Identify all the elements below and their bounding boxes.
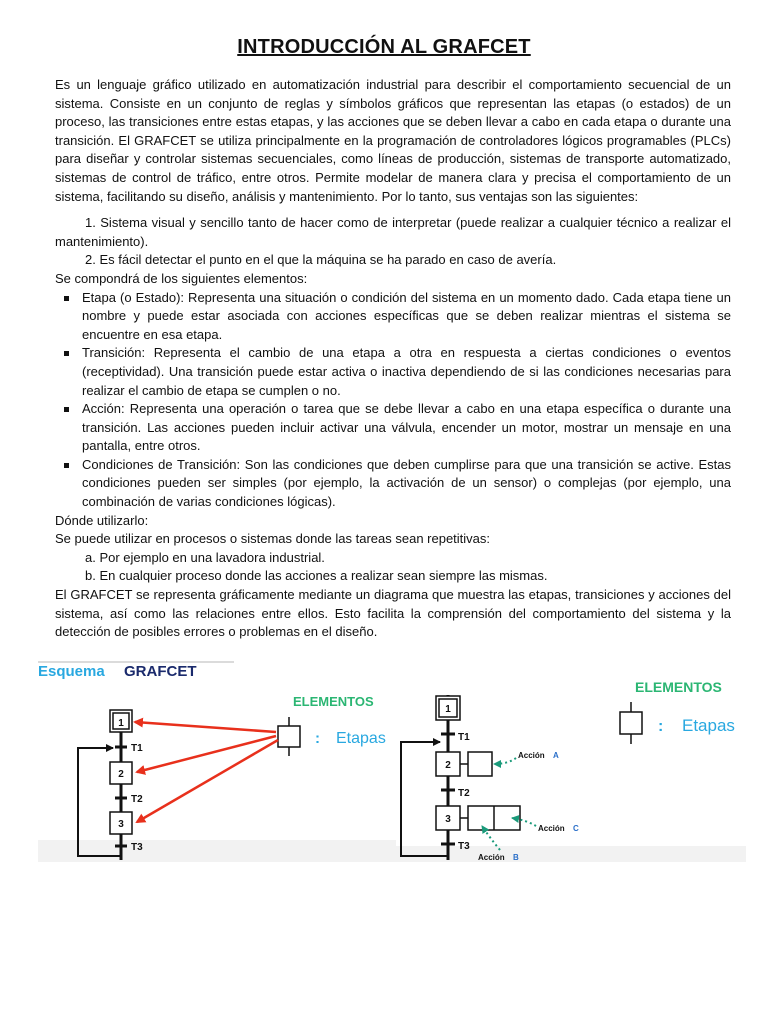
left-panel — [38, 660, 396, 862]
element-item-accion: Acción: Representa una operación o tarea que se debe llevar a cabo en una etapa específica o durante una transición. Las acciones pueden incluir activar una válvula, encender un motor, mostrar un mensaje en una pantalla, entre otros. — [55, 400, 731, 456]
elements-label-right: ELEMENTOS — [635, 679, 722, 695]
transition-label-2: T2 — [131, 794, 143, 805]
accion-c-letter: C — [573, 824, 579, 833]
where-title: Dónde utilizarlo: — [55, 512, 149, 528]
transition-label-1: T1 — [131, 743, 143, 754]
step-label-1: 1 — [118, 718, 124, 729]
step-label-2-right: 2 — [445, 760, 451, 771]
closing-paragraph: El GRAFCET se representa gráficamente mediante un diagrama que muestra las etapas, transiciones y acciones del sistema, así como las relaciones entre ellos. Esto facilita la comprensión del comportamiento del sistema y la detección de posibles errores o problemas en el diseño. — [55, 587, 731, 640]
element-item-condiciones: Condiciones de Transición: Son las condiciones que deben cumplirse para que una transición se active. Estas condiciones pueden ser simples (por ejemplo, la activación de un sensor) o complejas (por ejemplo, una combinación de varias condiciones lógicas). — [55, 456, 731, 512]
transition-label-3: T3 — [131, 842, 143, 853]
intro-paragraph: Es un lenguaje gráfico utilizado en automatización industrial para describir el comportamiento secuencial de un sistema. Consiste en un conjunto de reglas y símbolos gráficos que representan las etapas (o estados) de un proceso, las transiciones entre estas etapas, y las acciones que se deben llevar a cabo en cada etapa o durante una transición. El GRAFCET se utiliza principalmente en la programación de controladores lógicos programables (PLCs) para diseñar y controlar sistemas secuenciales, como líneas de producción, sistemas de transporte automatizado, sistemas de control de tráfico, entre otros. Permite modelar de manera clara y precisa el comportamiento de un sistema, facilitando su diseño, análisis y mantenimiento. Por lo tanto, sus ventajas son las siguientes: — [55, 77, 731, 204]
where-intro: Se puede utilizar en procesos o sistemas donde las tareas sean repetitivas: — [55, 531, 491, 547]
accion-a-word: Acción — [518, 751, 545, 760]
legend-colon-right: : — [658, 718, 664, 735]
transition-label-1-right: T1 — [458, 732, 470, 743]
grafcet-diagram — [38, 660, 746, 862]
advantage-item-1: 1. Sistema visual y sencillo tanto de hacer como de interpretar (puede realizar a cualquier técnico a realizar el mantenimiento). — [55, 215, 731, 249]
accion-c-word: Acción — [538, 824, 565, 833]
step-label-3-right: 3 — [445, 814, 451, 825]
legend-colon-left: : — [315, 730, 320, 747]
legend-step-symbol-left — [278, 726, 300, 747]
document-title: INTRODUCCIÓN AL GRAFCET — [237, 36, 531, 58]
action-box-a — [468, 752, 492, 776]
where-item-a: a. Por ejemplo en una lavadora industrial. — [85, 549, 325, 565]
element-item-etapa: Etapa (o Estado): Representa una situación o condición del sistema en un momento dado. Cada etapa tiene un nombre y puede estar asociada con acciones específicas que se deben realizar mientras el sistema se encuentre en esa etapa. — [55, 289, 731, 345]
elements-label-left: ELEMENTOS — [293, 694, 374, 709]
step-label-1-right: 1 — [445, 704, 451, 715]
bullet-square-icon — [64, 463, 69, 468]
step-label-3: 3 — [118, 819, 124, 830]
figure-heading-grafcet: GRAFCET — [124, 663, 197, 680]
advantage-item-2: 2. Es fácil detectar el punto en el que la máquina se ha parado en caso de avería. — [85, 252, 557, 268]
step-label-2: 2 — [118, 769, 124, 780]
grafcet-figure — [38, 660, 746, 862]
figure-heading-esquema: Esquema — [38, 663, 105, 680]
etapas-label-left: Etapas — [336, 730, 386, 747]
etapas-label-right: Etapas — [682, 716, 735, 735]
document-body — [55, 76, 731, 642]
elements-list — [55, 289, 731, 512]
bullet-square-icon — [64, 296, 69, 301]
element-item-transicion: Transición: Representa el cambio de una etapa a otra en respuesta a ciertas condiciones o eventos (receptividad). Una transición puede estar activa o inactiva dependiendo de si las condiciones necesarias para realizar el cambio de etapa se cumplen o no. — [55, 344, 731, 400]
bullet-square-icon — [64, 407, 69, 412]
accion-a-letter: A — [553, 751, 559, 760]
bullet-square-icon — [64, 351, 69, 356]
advantages-list — [55, 214, 731, 270]
accion-b-letter: B — [513, 853, 519, 862]
right-panel — [396, 660, 746, 862]
accion-b-word: Acción — [478, 853, 505, 862]
transition-label-3-right: T3 — [458, 841, 470, 852]
legend-step-symbol-right — [620, 712, 642, 734]
elements-intro: Se compondrá de los siguientes elementos: — [55, 270, 308, 286]
transition-label-2-right: T2 — [458, 788, 470, 799]
where-list — [55, 549, 731, 586]
where-item-b: b. En cualquier proceso donde las acciones a realizar sean siempre las mismas. — [85, 568, 548, 584]
